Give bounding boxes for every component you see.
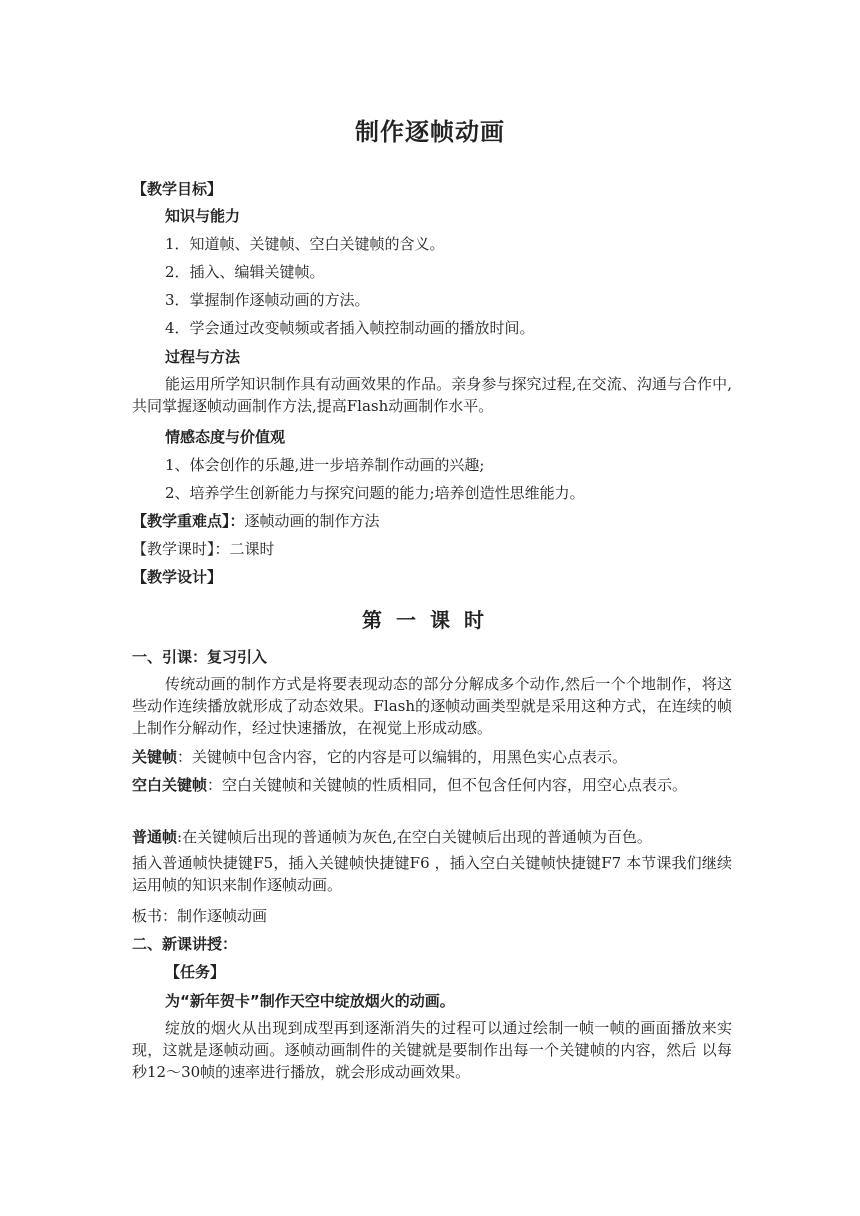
lesson-heading: 第一课时: [362, 608, 498, 632]
task-heading: 【任务】: [165, 963, 226, 981]
class-hours-value: 二课时: [229, 540, 275, 558]
task-title: 为“新年贺卡”制作天空中绽放烟火的动画。: [165, 992, 455, 1010]
knowledge-heading: 知识与能力: [165, 207, 241, 225]
board-text: 板书：制作逐帧动画: [132, 907, 268, 925]
process-text: 能运用所学知识制作具有动画效果的作品。亲身参与探究过程,在交流、沟通与合作中,共同掌握逐帧动画制作方法,提高Flash动画制作水平。: [132, 375, 732, 415]
normal-frame-def: :在关键帧后出现的普通帧为灰色,在空白关键帧后出现的普通帧为百色。: [177, 828, 652, 846]
intro-paragraph: 传统动画的制作方式是将要表现动态的部分分解成多个动作,然后一个个地制作，将这些动作连续播放就形成了动态效果。Flash的逐帧动画类型就是采用这种方式，在连续的帧上制作分解动作，经过快速播放，在视觉上形成动感。: [132, 675, 732, 737]
keyframe-definition: [132, 746, 732, 768]
new-lesson-heading: 二、新课讲授：: [132, 935, 238, 953]
knowledge-item-2: 2．插入、编辑关键帧。: [165, 263, 325, 281]
knowledge-item-4: 4．学会通过改变帧频或者插入帧控制动画的播放时间。: [165, 319, 535, 337]
attitude-item-1: 1、体会创作的乐趣,进一步培养制作动画的兴趣;: [165, 456, 485, 474]
class-hours-line: [132, 538, 732, 560]
key-points-value: 逐帧动画的制作方法: [244, 512, 380, 530]
key-points-line: [132, 510, 732, 532]
keyframe-def: ：关键帧中包含内容，它的内容是可以编辑的，用黑色实心点表示。: [177, 748, 628, 766]
key-points-label: 【教学重难点】: [132, 512, 230, 530]
intro-heading: 一、引课：复习引入: [132, 648, 268, 666]
key-points-separator: ：: [229, 512, 245, 530]
objectives-heading: 【教学目标】: [132, 180, 223, 198]
attitude-item-2: 2、培养学生创新能力与探究问题的能力;培养创造性思维能力。: [165, 484, 585, 502]
blank-keyframe-definition: [132, 774, 732, 796]
normal-frame-definition: [132, 826, 732, 848]
keyframe-term: 关键帧: [132, 748, 178, 766]
document-title: 制作逐帧动画: [355, 118, 505, 146]
shortcuts-paragraph: 插入普通帧快捷键F5，插入关键帧快捷键F6 ，插入空白关键帧快捷键F7 本节课我们继续运用帧的知识来制作逐帧动画。: [132, 854, 732, 894]
normal-frame-term: 普通帧: [132, 828, 178, 846]
knowledge-item-1: 1．知道帧、关键帧、空白关键帧的含义。: [165, 235, 445, 253]
process-heading: 过程与方法: [165, 348, 241, 366]
blank-keyframe-term: 空白关键帧: [132, 776, 208, 794]
attitude-heading: 情感态度与价值观: [165, 428, 286, 446]
design-heading: 【教学设计】: [132, 568, 223, 586]
knowledge-item-3: 3．掌握制作逐帧动画的方法。: [165, 291, 370, 309]
class-hours-label: 【教学课时】：: [132, 540, 230, 558]
task-text: 绽放的烟火从出现到成型再到逐渐消失的过程可以通过绘制一帧一帧的画面播放来实现，这就是逐帧动画。逐帧动画制件的关键就是要制作出每一个关键帧的内容，然后 以每秒12～30帧的速率进行播放，就会形成动画效果。: [132, 1019, 732, 1081]
blank-keyframe-def: ：空白关键帧和关键帧的性质相同，但不包含任何内容，用空心点表示。: [207, 776, 688, 794]
